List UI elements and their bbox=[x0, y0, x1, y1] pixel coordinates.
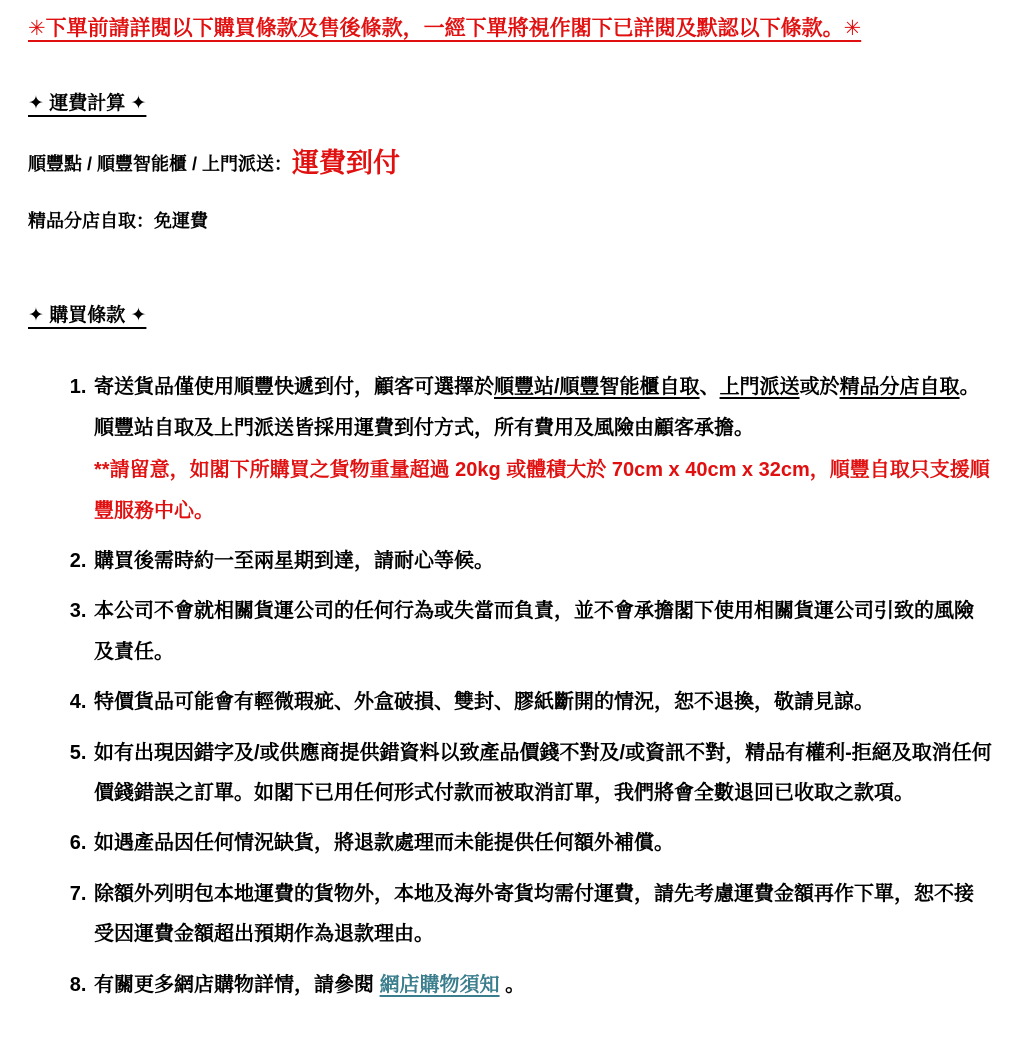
underlined-text: 精品分店自取 bbox=[839, 376, 960, 399]
terms-list-item-5 bbox=[92, 733, 992, 814]
text-segment: 本公司不會就相關貨運公司的任何行為或失當而負責，並不會承擔閣下使用相關貨運公司引致的風險及責任。 bbox=[94, 600, 974, 663]
text-segment: 特價貨品可能會有輕微瑕疵、外盒破損、雙封、膠紙斷開的情況，恕不退換，敬請見諒。 bbox=[94, 691, 874, 714]
cash-on-delivery-value: 運費到付 bbox=[292, 148, 401, 179]
text-segment: 。順豐站自取及上門派送皆採用運費到付方式，所有費用及風險由顧客承擔。 bbox=[94, 376, 980, 439]
term-5-text bbox=[94, 733, 992, 814]
shipping-section-heading: ✦ 運費計算 ✦ bbox=[28, 93, 147, 115]
shop-guide-link[interactable]: 網店購物須知 bbox=[379, 973, 500, 996]
term-1-text bbox=[94, 367, 992, 448]
term-6-text bbox=[94, 823, 992, 863]
terms-list-item-4 bbox=[92, 682, 992, 722]
terms-list-item-1 bbox=[92, 367, 992, 531]
text-segment: 。 bbox=[499, 973, 526, 996]
underlined-text: 順豐站/順豐智能櫃自取 bbox=[494, 376, 700, 399]
terms-section-heading: ✦ 購買條款 ✦ bbox=[28, 305, 147, 327]
terms-list-item-3 bbox=[92, 591, 992, 672]
text-segment: 寄送貨品僅使用順豐快遞到付，顧客可選擇於 bbox=[94, 376, 494, 399]
term-8-text bbox=[94, 965, 992, 1005]
terms-list-item-2 bbox=[92, 541, 992, 581]
store-pickup-line: 精品分店自取：免運費 bbox=[28, 211, 208, 232]
text-segment: 有關更多網店購物詳情，請參閱 bbox=[94, 973, 380, 996]
term-7-text bbox=[94, 874, 992, 955]
text-segment: 、 bbox=[699, 376, 720, 399]
text-segment: 如有出現因錯字及/或供應商提供錯資料以致產品價錢不對及/或資訊不對，精品有權利-拒絕及取消任何價錢錯誤之訂單。如閣下已用任何形式付款而被取消訂單，我們將會全數退回已收取之款項。 bbox=[94, 741, 992, 804]
shipping-methods-line bbox=[28, 145, 992, 183]
shipping-methods-label: 順豐點 / 順豐智能櫃 / 上門派送： bbox=[28, 154, 293, 175]
term-2-text bbox=[94, 541, 992, 581]
text-segment: 除額外列明包本地運費的貨物外，本地及海外寄貨均需付運費，請先考慮運費金額再作下單，恕不接受因運費金額超出預期作為退款理由。 bbox=[94, 882, 974, 946]
terms-list-item-6 bbox=[92, 823, 992, 863]
terms-list bbox=[28, 367, 992, 1004]
underlined-text: 上門派送 bbox=[719, 376, 800, 399]
terms-list-item-8 bbox=[92, 965, 992, 1005]
text-segment: 如遇產品因任何情況缺貨，將退款處理而未能提供任何額外補償。 bbox=[94, 832, 674, 855]
text-segment: **請留意，如閣下所購買之貨物重量超過 20kg 或體積大於 70cm x 40cm x 32cm，順豐自取只支援順豐服務中心。 bbox=[94, 459, 990, 522]
text-segment: 購買後需時約一至兩星期到達，請耐心等候。 bbox=[94, 549, 494, 572]
weight-warning-note bbox=[94, 450, 992, 531]
text-segment: 或於 bbox=[799, 376, 840, 399]
terms-list-item-7 bbox=[92, 874, 992, 955]
term-3-text bbox=[94, 591, 992, 672]
term-4-text bbox=[94, 682, 992, 722]
top-warning-notice: ✳下單前請詳閱以下購買條款及售後條款，一經下單將視作閣下已詳閱及默認以下條款。✳ bbox=[28, 17, 862, 40]
